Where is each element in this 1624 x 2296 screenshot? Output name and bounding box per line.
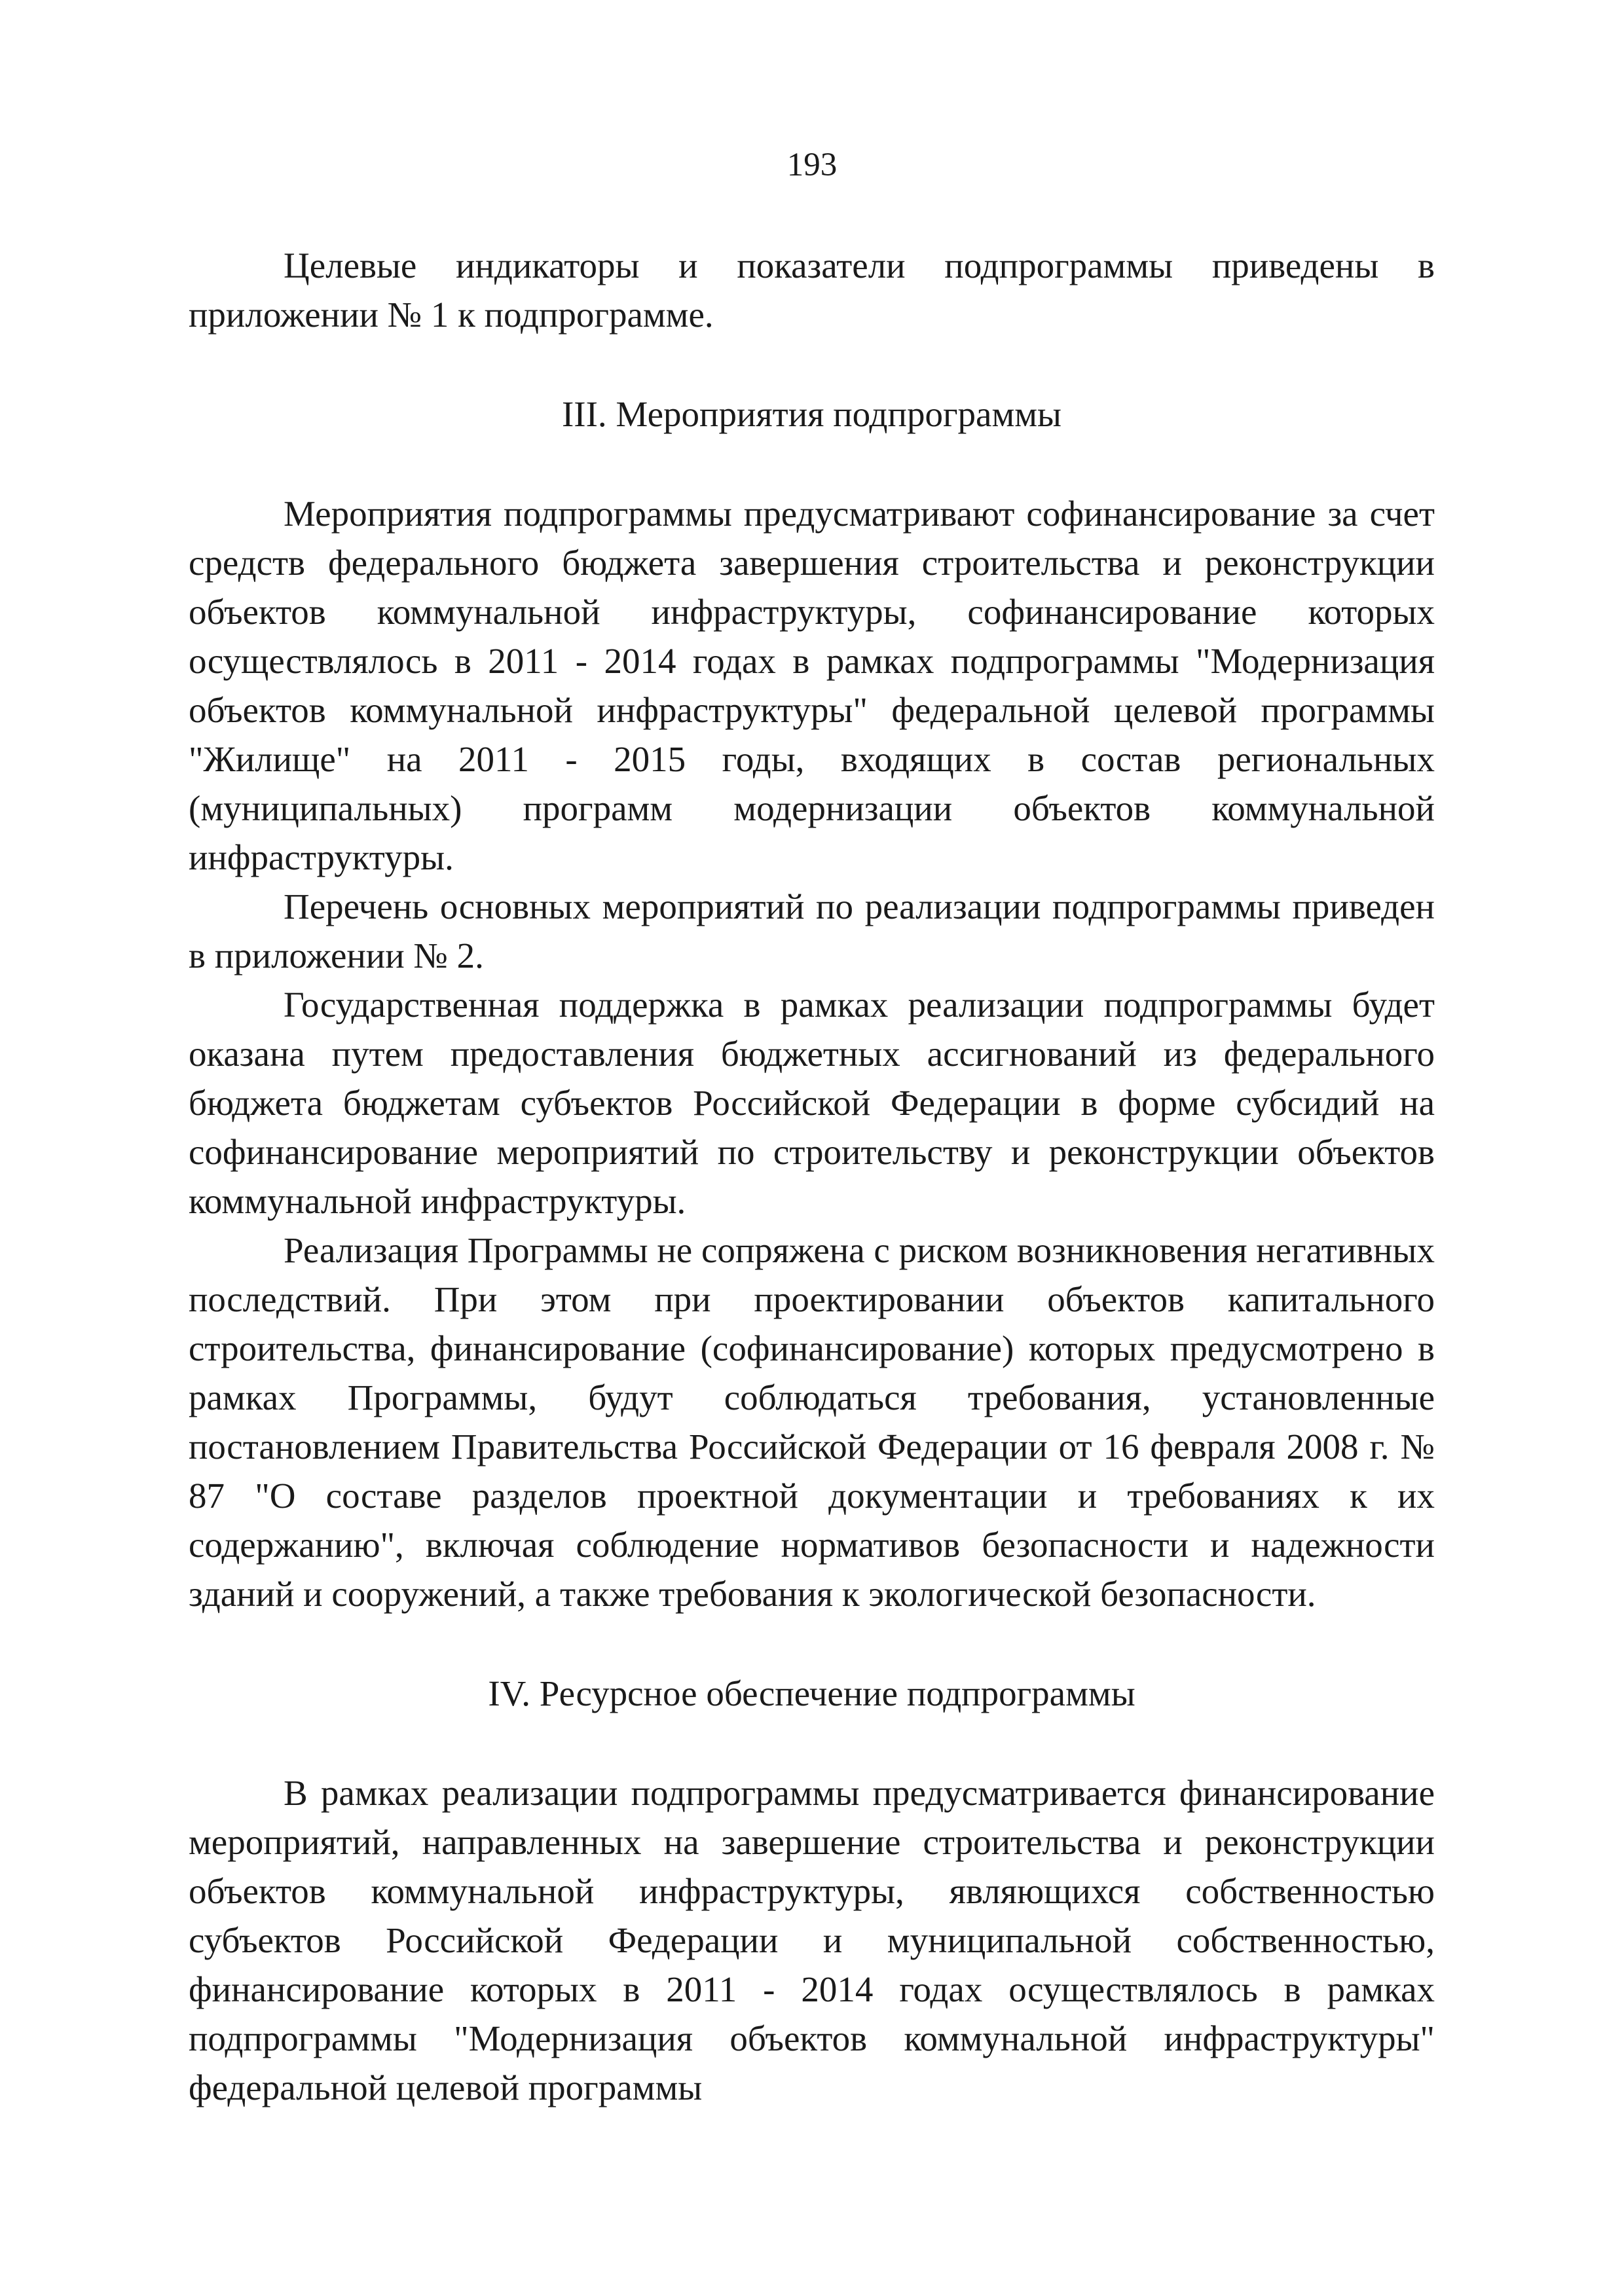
section-3-paragraph: Государственная поддержка в рамках реализации подпрограммы будет оказана путем предоставления бюджетных ассигнований из федерального бюджета бюджетам субъектов Российской Федерации в форме субсидий на софинансирование мероприятий по строительству и реконструкции объектов коммунальной инфраструктуры. — [189, 985, 1435, 1221]
page-number: 193 — [786, 147, 838, 183]
section-3-paragraph: Перечень основных мероприятий по реализации подпрограммы приведен в приложении № 2. — [189, 886, 1435, 975]
section-3-paragraph: Реализация Программы не сопряжена с риском возникновения негативных последствий. При этом при проектировании объектов капитального строительства, финансирование (софинансирование) которых предусмотрено в рамках Программы, будут соблюдаться требования, установленные постановлением Правительства Российской Федерации от 16 февраля 2008 г. № 87 "О составе разделов проектной документации и требованиях к их содержанию", включая соблюдение нормативов безопасности и надежности зданий и сооружений, а также требования к экологической безопасности. — [189, 1230, 1435, 1614]
intro-paragraph: Целевые индикаторы и показатели подпрограммы приведены в приложении № 1 к подпрограмме. — [189, 246, 1435, 335]
section-3-paragraph: Мероприятия подпрограммы предусматривают софинансирование за счет средств федерального бюджета завершения строительства и реконструкции объектов коммунальной инфраструктуры, софинансирование которых осуществлялось в 2011 - 2014 годах в рамках подпрограммы "Модернизация объектов коммунальной инфраструктуры" федеральной целевой программы "Жилище" на 2011 - 2015 годы, входящих в состав региональных (муниципальных) программ модернизации объектов коммунальной инфраструктуры. — [189, 494, 1435, 877]
document-body — [189, 241, 1435, 2112]
section-3-heading: III. Мероприятия подпрограммы — [561, 394, 1062, 434]
section-4-heading: IV. Ресурсное обеспечение подпрограммы — [488, 1673, 1135, 1713]
section-4-paragraph: В рамках реализации подпрограммы предусматривается финансирование мероприятий, направленных на завершение строительства и реконструкции объектов коммунальной инфраструктуры, являющихся собственностью субъектов Российской Федерации и муниципальной собственностью, финансирование которых в 2011 - 2014 годах осуществлялось в рамках подпрограммы "Модернизация объектов коммунальной инфраструктуры" федеральной целевой программы — [189, 1773, 1435, 2107]
